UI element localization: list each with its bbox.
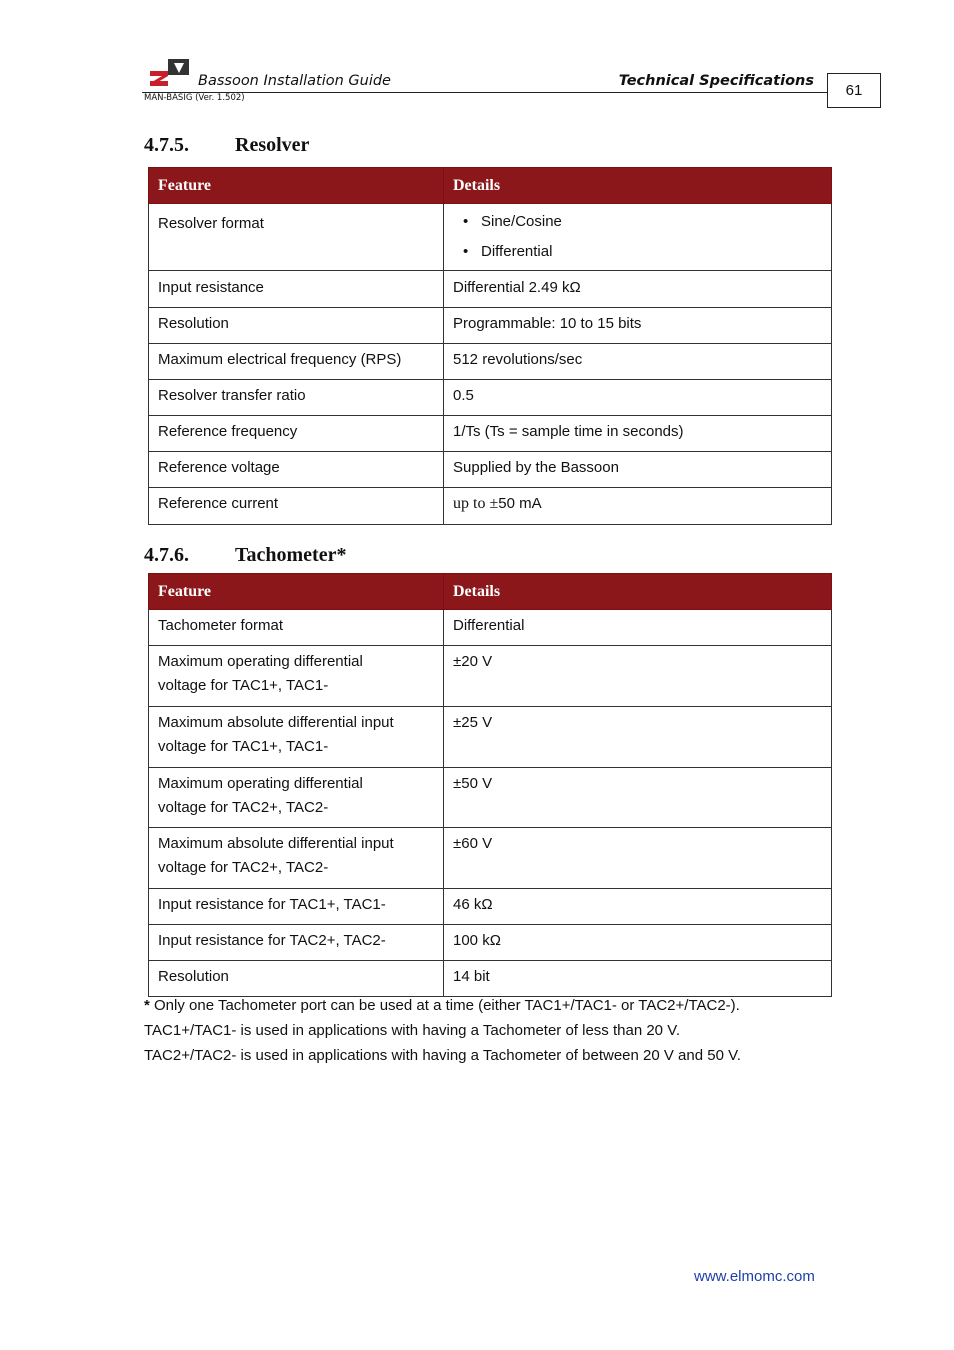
feature-line: Maximum operating differential	[158, 775, 363, 792]
heading-resolver	[144, 134, 309, 157]
details-cell: Differential 2.49 kΩ	[444, 271, 832, 308]
feature-cell: Input resistance for TAC1+, TAC1-	[149, 889, 444, 925]
table-row	[149, 488, 832, 525]
feature-cell: Reference voltage	[149, 452, 444, 488]
website-link[interactable]: www.elmomc.com	[694, 1268, 815, 1285]
feature-cell	[149, 768, 444, 828]
table-row	[149, 646, 832, 707]
page-number: 61	[827, 73, 881, 108]
details-cell: Programmable: 10 to 15 bits	[444, 308, 832, 344]
table-row	[149, 344, 832, 380]
details-list	[453, 207, 822, 267]
details-cell: 0.5	[444, 380, 832, 416]
table-row	[149, 889, 832, 925]
feature-cell: Reference frequency	[149, 416, 444, 452]
table-row	[149, 380, 832, 416]
footnote-marker: *	[144, 997, 150, 1014]
list-item: • Sine/Cosine	[481, 207, 822, 237]
details-cell: ±50 V	[444, 768, 832, 828]
feature-cell: Tachometer format	[149, 610, 444, 646]
table-row	[149, 707, 832, 768]
feature-line: Maximum absolute differential input	[158, 714, 394, 731]
feature-cell: Resolver format	[149, 204, 444, 271]
details-cell: ±25 V	[444, 707, 832, 768]
column-header-feature: Feature	[149, 574, 444, 610]
details-cell: 46 kΩ	[444, 889, 832, 925]
list-item: • Differential	[481, 237, 822, 267]
footnote-line: TAC2+/TAC2- is used in applications with having a Tachometer of between 20 V and 50 V.	[144, 1047, 741, 1064]
footnote-line: TAC1+/TAC1- is used in applications with having a Tachometer of less than 20 V.	[144, 1022, 680, 1039]
table-row	[149, 828, 832, 889]
feature-line: voltage for TAC1+, TAC1-	[158, 738, 329, 755]
details-cell: Differential	[444, 610, 832, 646]
section-number: 4.7.5.	[144, 134, 189, 156]
table-row	[149, 610, 832, 646]
section-heading-text: Resolver	[235, 134, 310, 156]
details-cell: 1/Ts (Ts = sample time in seconds)	[444, 416, 832, 452]
details-cell	[444, 204, 832, 271]
table-header-row	[149, 168, 832, 204]
feature-cell: Resolution	[149, 308, 444, 344]
feature-line: Maximum absolute differential input	[158, 835, 394, 852]
details-cell: ±20 V	[444, 646, 832, 707]
footnote-text: Only one Tachometer port can be used at a time (either TAC1+/TAC1- or TAC2+/TAC2-).	[149, 997, 740, 1014]
section-title: Technical Specifications	[618, 73, 814, 89]
feature-line: voltage for TAC1+, TAC1-	[158, 677, 329, 694]
heading-tachometer	[144, 544, 346, 567]
feature-cell: Resolver transfer ratio	[149, 380, 444, 416]
feature-cell: Maximum electrical frequency (RPS)	[149, 344, 444, 380]
table-row	[149, 925, 832, 961]
guide-title: Bassoon Installation Guide	[198, 73, 391, 89]
elmo-logo-icon	[148, 57, 192, 87]
details-cell	[444, 488, 832, 525]
table-row	[149, 961, 832, 997]
table-row	[149, 271, 832, 308]
feature-cell: Reference current	[149, 488, 444, 525]
table-header-row	[149, 574, 832, 610]
table-row	[149, 768, 832, 828]
tachometer-spec-table	[148, 573, 832, 997]
table-row	[149, 452, 832, 488]
details-cell: ±60 V	[444, 828, 832, 889]
section-number: 4.7.6.	[144, 544, 189, 566]
table-row	[149, 308, 832, 344]
column-header-details: Details	[444, 574, 832, 610]
feature-line: Maximum operating differential	[158, 653, 363, 670]
details-cell: 100 kΩ	[444, 925, 832, 961]
column-header-feature: Feature	[149, 168, 444, 204]
feature-cell	[149, 707, 444, 768]
footnote-line	[144, 997, 740, 1014]
feature-cell	[149, 646, 444, 707]
feature-cell: Input resistance	[149, 271, 444, 308]
details-cell: Supplied by the Bassoon	[444, 452, 832, 488]
feature-cell: Input resistance for TAC2+, TAC2-	[149, 925, 444, 961]
section-heading-text: Tachometer*	[235, 544, 347, 566]
details-cell: 14 bit	[444, 961, 832, 997]
feature-cell: Resolution	[149, 961, 444, 997]
details-prefix: up to ±	[453, 495, 499, 512]
column-header-details: Details	[444, 168, 832, 204]
details-suffix: 50 mA	[498, 495, 542, 512]
doc-version: MAN-BASIG (Ver. 1.502)	[144, 93, 245, 103]
details-cell: 512 revolutions/sec	[444, 344, 832, 380]
feature-line: voltage for TAC2+, TAC2-	[158, 799, 329, 816]
feature-line: voltage for TAC2+, TAC2-	[158, 859, 329, 876]
table-row	[149, 204, 832, 271]
feature-cell	[149, 828, 444, 889]
table-row	[149, 416, 832, 452]
header-rule	[142, 92, 828, 93]
resolver-spec-table	[148, 167, 832, 525]
